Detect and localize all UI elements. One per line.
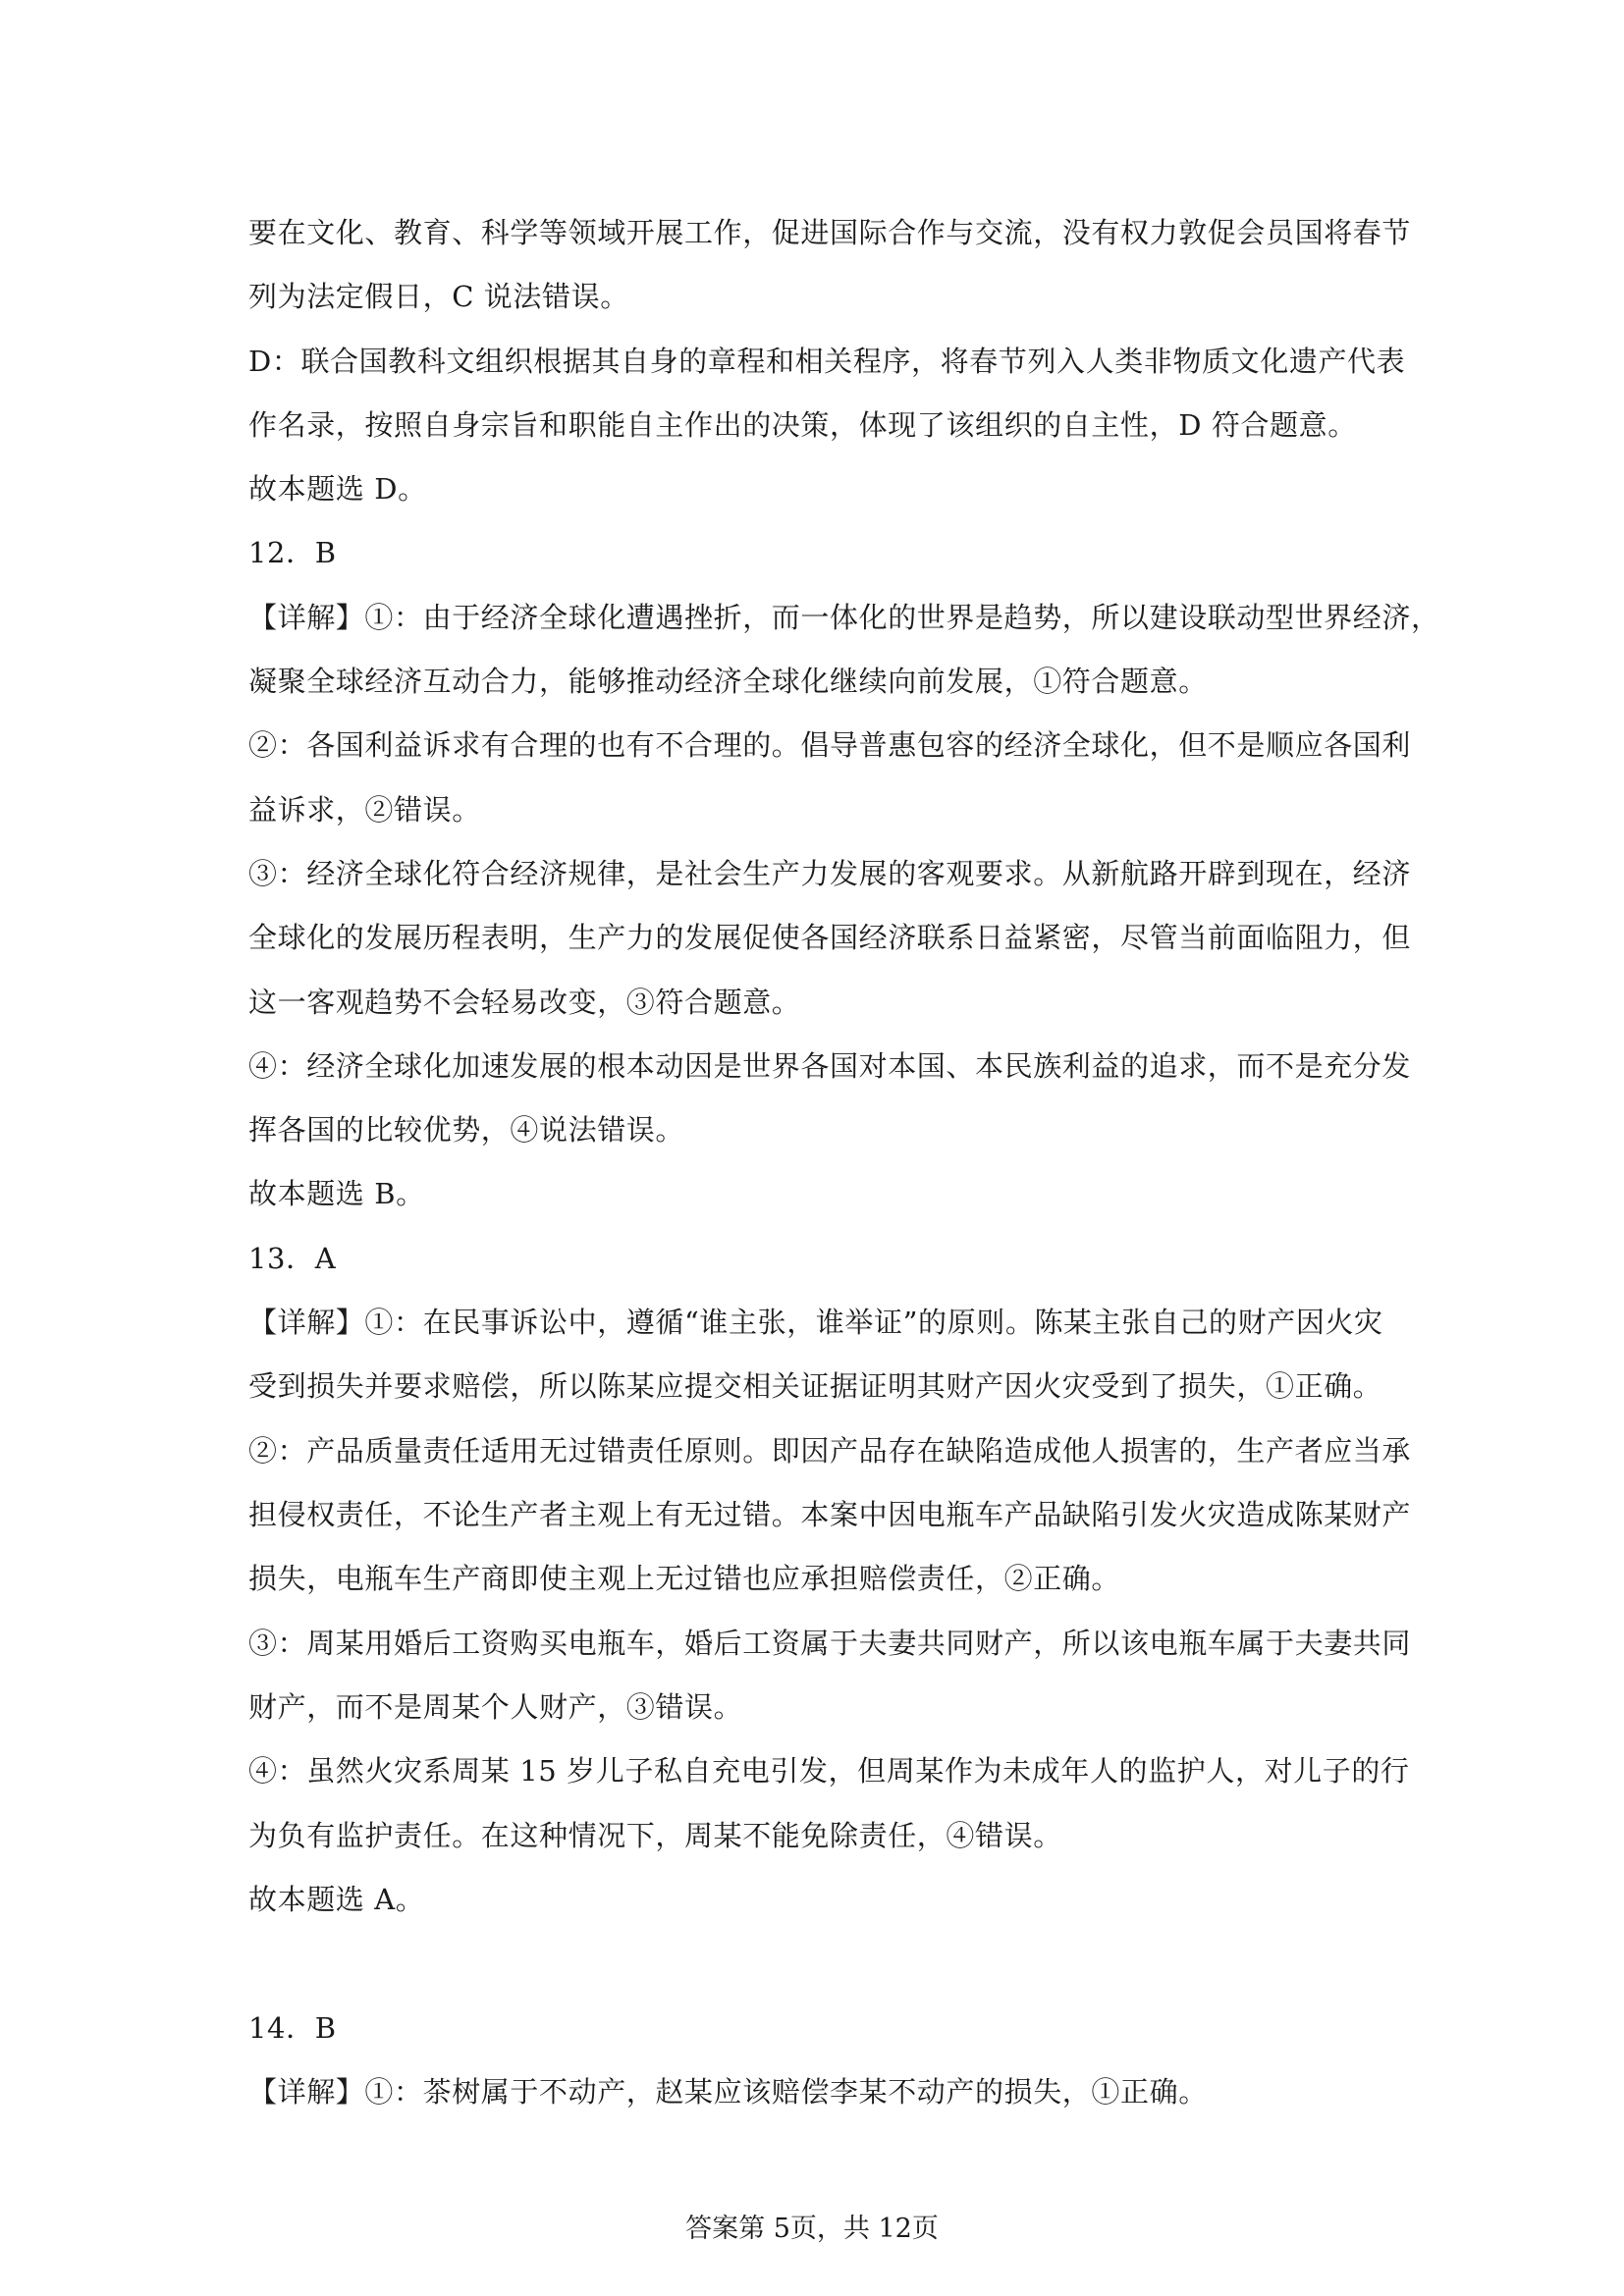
text-line: ③：周某用婚后工资购买电瓶车，婚后工资属于夫妻共同财产，所以该电瓶车属于夫妻共同 [248,1627,1412,1660]
text-line: 损失，电瓶车生产商即使主观上无过错也应承担赔偿责任，②正确。 [248,1562,1121,1595]
text-line: 全球化的发展历程表明，生产力的发展促使各国经济联系日益紧密，尽管当前面临阻力，但 [248,921,1412,954]
text-line: ②：各国利益诉求有合理的也有不合理的。倡导普惠包容的经济全球化，但不是顺应各国利 [248,728,1412,762]
question-number: 14．B [248,2011,337,2045]
text-line: 益诉求，②错误。 [248,793,481,827]
text-line: 担侵权责任，不论生产者主观上有无过错。本案中因电瓶车产品缺陷引发火灾造成陈某财产 [248,1498,1412,1531]
text-line: 挥各国的比较优势，④说法错误。 [248,1113,685,1147]
text-line: 故本题选 A。 [248,1883,425,1916]
text-line: ④：经济全球化加速发展的根本动因是世界各国对本国、本民族利益的追求，而不是充分发 [248,1049,1412,1083]
question-number: 13．A [248,1242,337,1275]
text-line: 【详解】①：在民事诉讼中，遵循“谁主张，谁举证”的原则。陈某主张自己的财产因火灾 [248,1306,1383,1339]
text-line: 凝聚全球经济互动合力，能够推动经济全球化继续向前发展，①符合题意。 [248,665,1208,698]
text-line: 这一客观趋势不会轻易改变，③符合题意。 [248,986,801,1019]
text-line: 要在文化、教育、科学等领域开展工作，促进国际合作与交流，没有权力敦促会员国将春节 [248,216,1412,249]
question-number: 12．B [248,536,337,569]
text-line: 列为法定假日，C 说法错误。 [248,280,629,313]
page-footer: 答案第 5页，共 12页 [685,2214,939,2244]
text-line: 作名录，按照自身宗旨和职能自主作出的决策，体现了该组织的自主性，D 符合题意。 [248,408,1357,442]
text-line: 受到损失并要求赔偿，所以陈某应提交相关证据证明其财产因火灾受到了损失，①正确。 [248,1369,1382,1403]
text-line: ②：产品质量责任适用无过错责任原则。即因产品存在缺陷造成他人损害的，生产者应当承 [248,1434,1412,1468]
text-line: 【详解】①：由于经济全球化遭遇挫折，而一体化的世界是趋势，所以建设联动型世界经济， [248,601,1440,634]
text-line: 财产，而不是周某个人财产，③错误。 [248,1690,743,1724]
text-line: 为负有监护责任。在这种情况下，周某不能免除责任，④错误。 [248,1819,1062,1852]
text-line: ④：虽然火灾系周某 15 岁儿子私自充电引发，但周某作为未成年人的监护人，对儿子的行 [248,1754,1410,1788]
text-line: 故本题选 D。 [248,472,427,506]
text-line: 故本题选 B。 [248,1177,425,1210]
text-line: ③：经济全球化符合经济规律，是社会生产力发展的客观要求。从新航路开辟到现在，经济 [248,857,1412,890]
text-line: 【详解】①：茶树属于不动产，赵某应该赔偿李某不动产的损失，①正确。 [248,2075,1208,2109]
text-line: D：联合国教科文组织根据其自身的章程和相关程序，将春节列入人类非物质文化遗产代表 [248,345,1406,378]
